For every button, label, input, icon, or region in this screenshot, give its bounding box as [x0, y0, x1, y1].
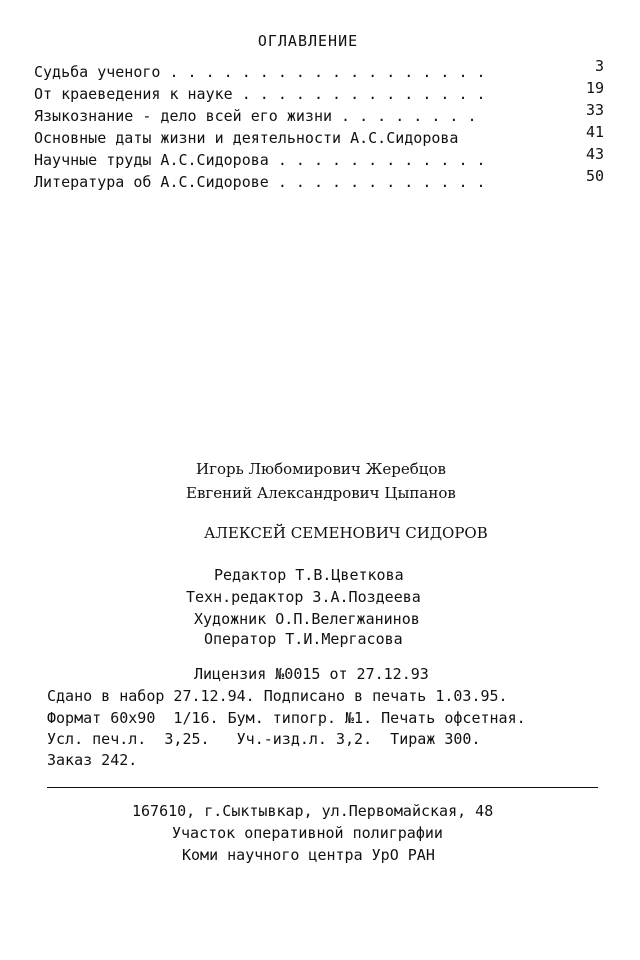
imprint-line: Сдано в набор 27.12.94. Подписано в печать 1.03.95.: [47, 687, 508, 705]
license-line: Лицензия №0015 от 27.12.93: [194, 665, 429, 683]
staff-tech-editor: Техн.редактор З.А.Поздеева: [186, 588, 421, 606]
toc-entry: [34, 101, 604, 126]
toc-entry-page: 3: [594, 57, 604, 75]
author-name: Игорь Любомирович Жеребцов: [196, 460, 446, 478]
staff-operator: Оператор Т.И.Мергасова: [204, 630, 403, 648]
book-title: АЛЕКСЕЙ СЕМЕНОВИЧ СИДОРОВ: [204, 524, 488, 542]
imprint-line: Заказ 242.: [47, 751, 138, 769]
toc-entry: [34, 57, 604, 82]
publisher-unit: Участок оперативной полиграфии: [172, 824, 443, 842]
toc-entry-page: 41: [585, 123, 604, 141]
divider: [47, 787, 598, 788]
toc-heading: ОГЛАВЛЕНИЕ: [257, 32, 359, 50]
toc-entry: [34, 145, 604, 170]
toc-entry: [34, 167, 604, 192]
toc-entry-page: 50: [585, 167, 604, 185]
toc-entry-title: Основные даты жизни и деятельности А.С.Сидорова: [34, 129, 459, 147]
toc-entry: [34, 79, 604, 104]
publisher-address: 167610, г.Сыктывкар, ул.Первомайская, 48: [132, 802, 494, 820]
toc-entry-page: 19: [585, 79, 604, 97]
toc-entry-page: 43: [585, 145, 604, 163]
author-name: Евгений Александрович Цыпанов: [186, 484, 456, 502]
imprint-line: Усл. печ.л. 3,25. Уч.-изд.л. 3,2. Тираж 300.: [47, 730, 481, 748]
staff-artist: Художник О.П.Велегжанинов: [194, 610, 420, 628]
toc-entry-title: Научные труды А.С.Сидорова . . . . . . . . . . . .: [34, 151, 486, 169]
imprint-line: Формат 60x90 1/16. Бум. типогр. №1. Печать офсетная.: [47, 709, 526, 727]
staff-editor: Редактор Т.В.Цветкова: [214, 566, 404, 584]
toc-entry-title: Языкознание - дело всей его жизни . . . . . . . .: [34, 107, 477, 125]
toc-entry-title: От краеведения к науке . . . . . . . . . . . . . .: [34, 85, 486, 103]
toc-entry: [34, 123, 604, 148]
toc-entry-title: Литература об А.С.Сидорове . . . . . . . . . . . .: [34, 173, 486, 191]
toc-entry-page: 33: [585, 101, 604, 119]
toc-entry-title: Судьба ученого . . . . . . . . . . . . . . . . . .: [34, 63, 486, 81]
publisher-org: Коми научного центра УрО РАН: [182, 846, 435, 864]
